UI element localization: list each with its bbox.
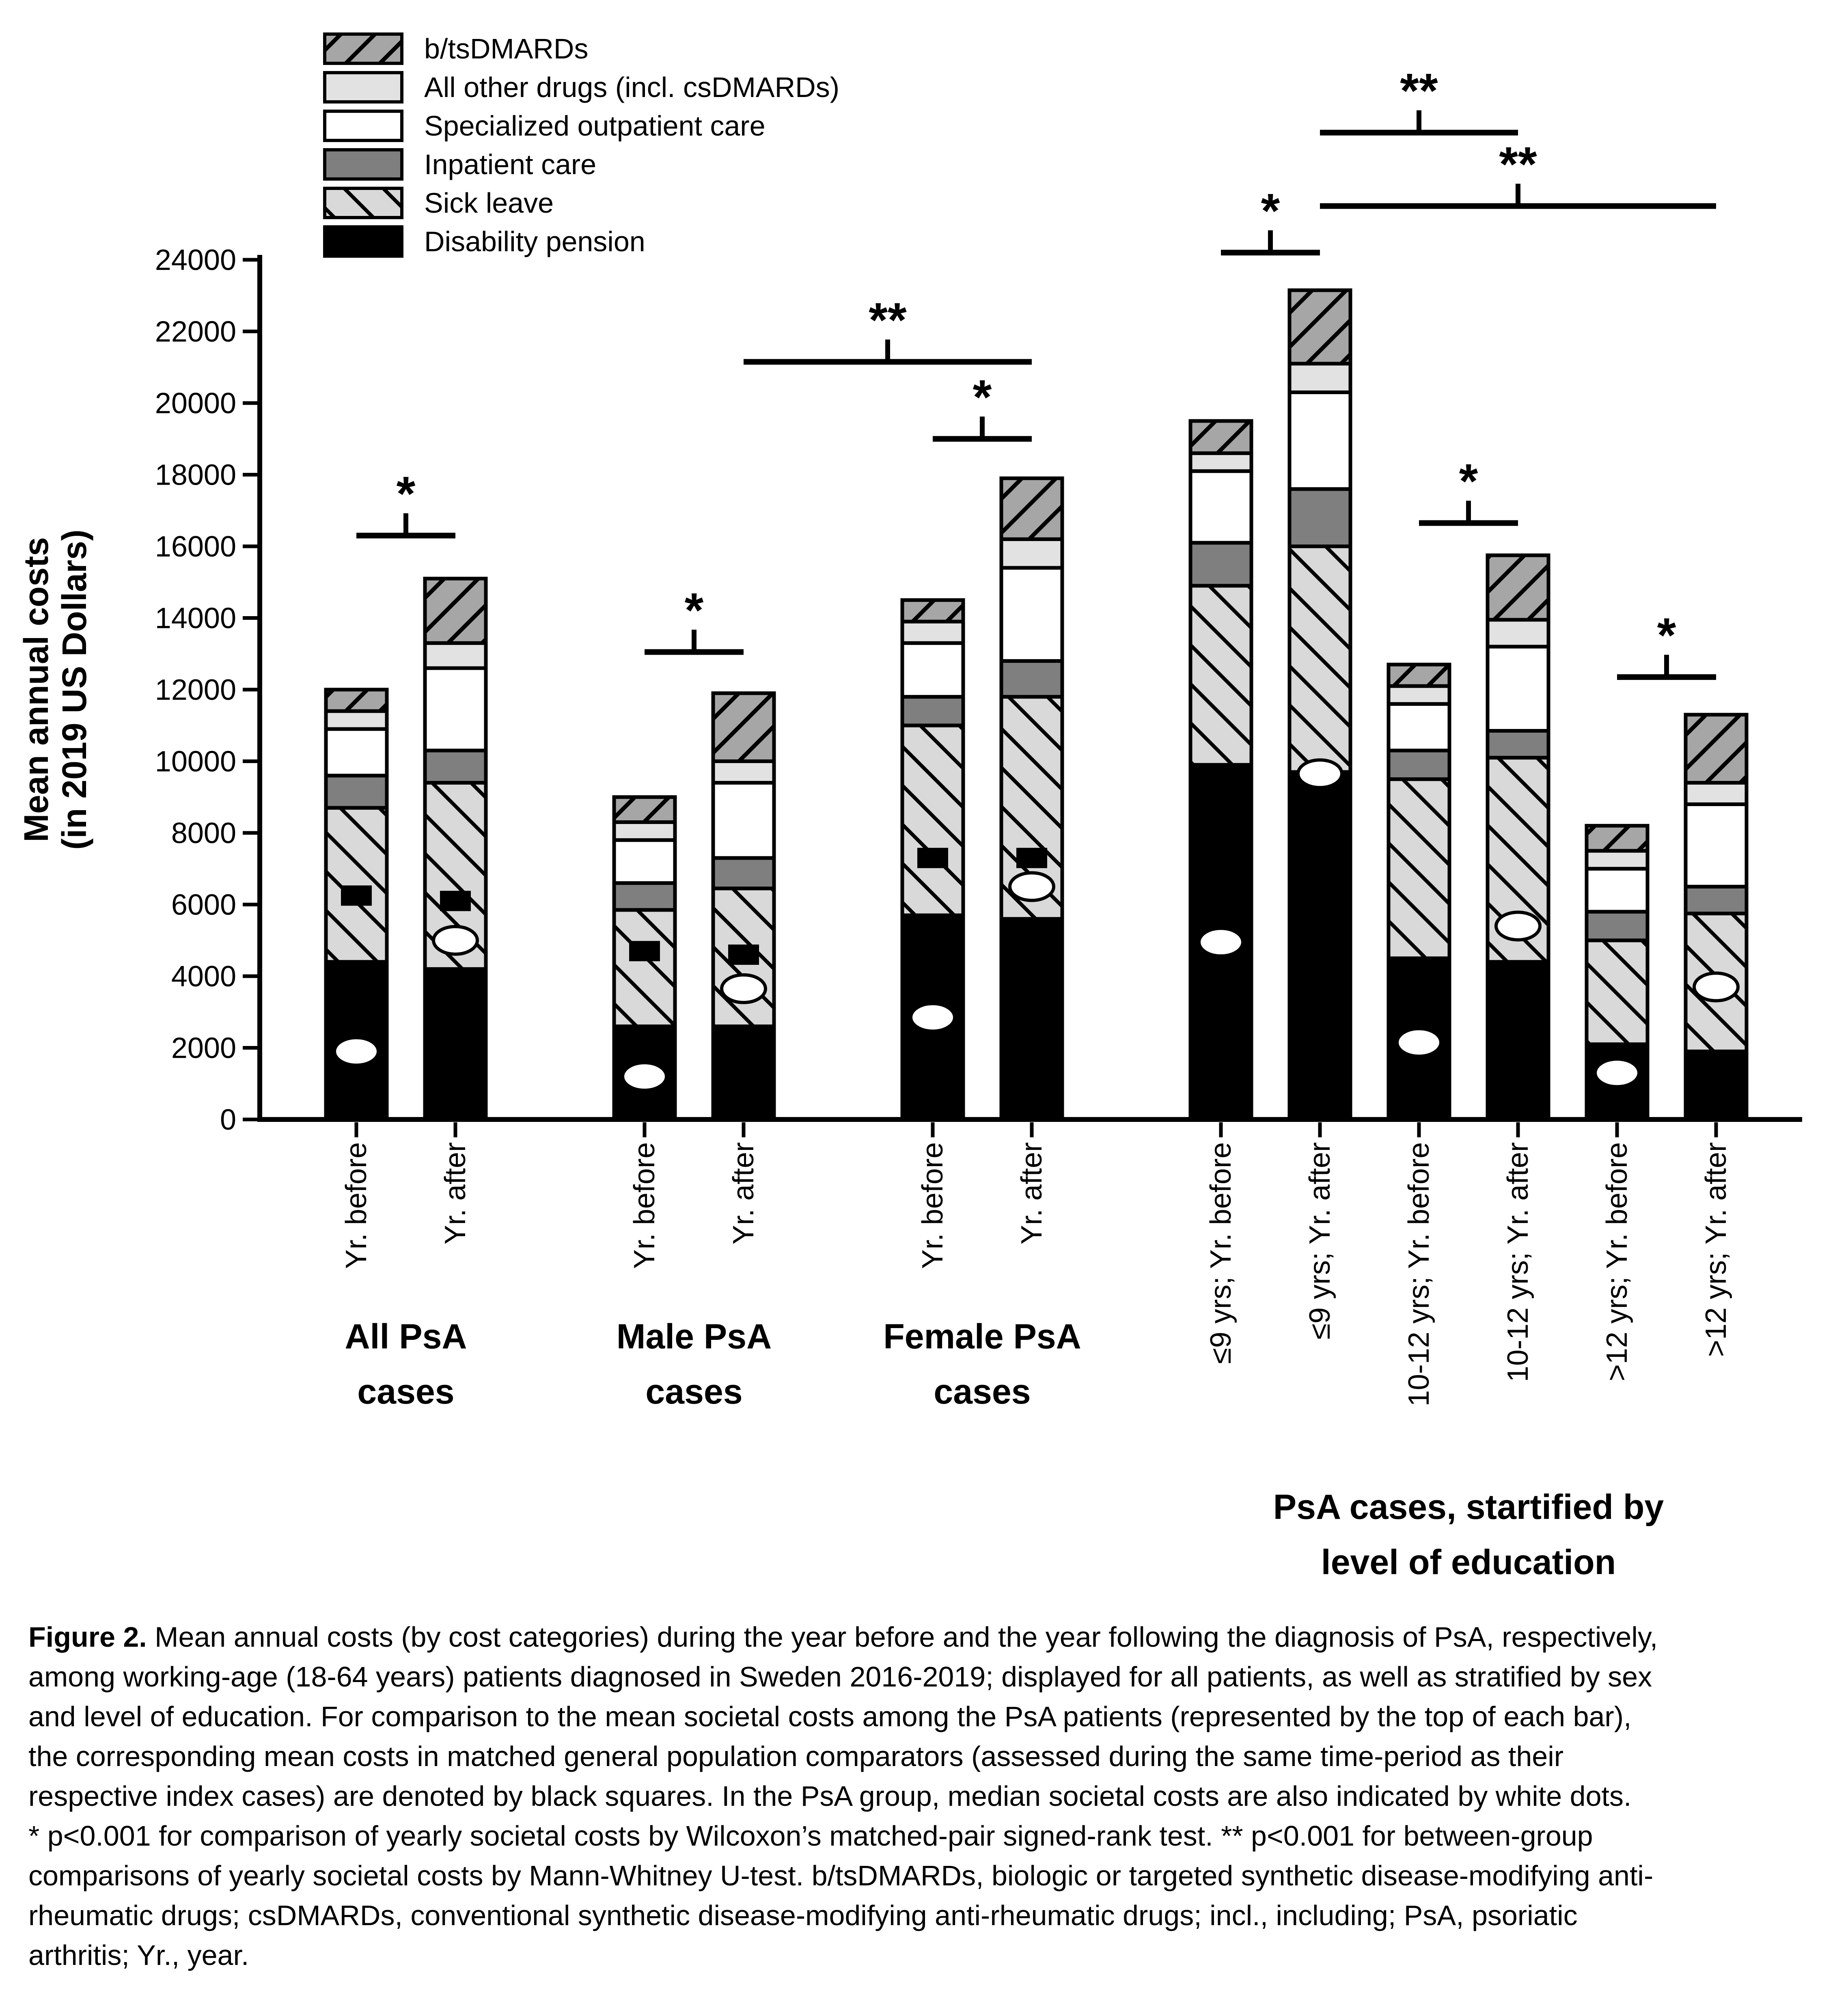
bar-segment-bts_dmards: [326, 690, 387, 711]
bar-segment-sick_leave: [1587, 940, 1647, 1044]
bar: [1587, 826, 1647, 1119]
significance-label: **: [869, 293, 907, 347]
x-tick-label: Yr. after: [439, 1142, 472, 1245]
significance-label: *: [1261, 183, 1280, 238]
bar-segment-specialized_outpatient_care: [713, 783, 774, 858]
bar-segment-all_other_drugs: [1686, 783, 1747, 804]
y-tick-label: 22000: [155, 315, 236, 348]
y-tick-label: 18000: [155, 459, 236, 492]
y-tick-label: 24000: [155, 244, 236, 276]
significance-label: *: [684, 583, 704, 638]
x-tick-label: Yr. before: [628, 1142, 661, 1269]
caption-line: and level of education. For comparison to the mean societal costs among the PsA patients (represented by the top of each bar),: [28, 1701, 1632, 1732]
comparator-mean-square-marker: [728, 945, 759, 965]
legend-label-sick_leave: Sick leave: [424, 187, 554, 219]
median-dot-marker: [1010, 873, 1054, 900]
bar-segment-disability_pension: [1488, 962, 1548, 1119]
bar-segment-sick_leave: [1190, 586, 1251, 765]
legend-swatch-inpatient_care: [325, 150, 402, 179]
comparator-mean-square-marker: [440, 891, 471, 911]
bar-segment-bts_dmards: [1001, 478, 1062, 539]
median-dot-marker: [623, 1063, 666, 1090]
bar-segment-bts_dmards: [1686, 715, 1747, 783]
bar-segment-bts_dmards: [1488, 555, 1548, 620]
caption-line: arthritis; Yr., year.: [28, 1939, 249, 1971]
bar-segment-specialized_outpatient_care: [1389, 704, 1449, 750]
group-label: cases: [357, 1372, 455, 1411]
x-tick-label: ≤9 yrs; Yr. after: [1304, 1142, 1336, 1340]
bar-segment-all_other_drugs: [326, 711, 387, 729]
bar-segment-all_other_drugs: [1587, 851, 1647, 869]
bar-segment-specialized_outpatient_care: [326, 729, 387, 776]
group-label: Male PsA: [616, 1317, 772, 1356]
significance-label: *: [973, 370, 992, 425]
bar-segment-sick_leave: [1290, 546, 1350, 772]
group-label: level of education: [1321, 1543, 1616, 1582]
median-dot-marker: [1298, 760, 1342, 787]
median-dot-marker: [1397, 1029, 1441, 1056]
bar-segment-inpatient_care: [1001, 661, 1062, 697]
group-label: cases: [934, 1372, 1031, 1411]
bar-segment-specialized_outpatient_care: [1001, 568, 1062, 661]
bar-segment-inpatient_care: [326, 776, 387, 808]
bar-segment-specialized_outpatient_care: [902, 643, 963, 697]
y-tick-label: 16000: [155, 531, 236, 563]
y-tick-label: 12000: [155, 674, 236, 706]
x-tick-label: Yr. after: [727, 1142, 760, 1245]
bar-segment-inpatient_care: [1488, 731, 1548, 757]
legend-swatch-sick_leave: [325, 188, 402, 218]
bar-segment-bts_dmards: [713, 693, 774, 761]
bar: [1488, 555, 1548, 1119]
x-tick-label: Yr. after: [1016, 1142, 1048, 1245]
comparator-mean-square-marker: [341, 885, 372, 906]
bar-segment-specialized_outpatient_care: [614, 840, 675, 883]
median-dot-marker: [1694, 973, 1738, 1001]
y-axis-title: Mean annual costs: [17, 537, 55, 842]
y-tick-label: 4000: [171, 960, 236, 993]
legend-label-disability_pension: Disability pension: [424, 226, 645, 257]
bar-segment-disability_pension: [1290, 772, 1350, 1119]
bar-segment-bts_dmards: [1290, 290, 1350, 364]
y-axis-title: (in 2019 US Dollars): [55, 529, 93, 850]
bar-segment-specialized_outpatient_care: [1488, 647, 1548, 731]
y-tick-label: 10000: [155, 745, 236, 778]
bar-segment-specialized_outpatient_care: [1290, 392, 1350, 489]
bar: [1190, 421, 1251, 1119]
bar-segment-bts_dmards: [902, 600, 963, 621]
median-dot-marker: [433, 927, 477, 954]
bar-segment-all_other_drugs: [902, 621, 963, 643]
caption-line: * p<0.001 for comparison of yearly societal costs by Wilcoxon’s matched-pair signed-rank test. ** p<0.001 for between-group: [28, 1820, 1593, 1852]
bar-segment-specialized_outpatient_care: [1587, 869, 1647, 912]
bar: [902, 600, 963, 1119]
bar-segment-disability_pension: [713, 1027, 774, 1119]
group-label: Female PsA: [883, 1317, 1081, 1356]
bar: [614, 797, 675, 1119]
bar-segment-sick_leave: [614, 910, 675, 1027]
comparator-mean-square-marker: [917, 848, 948, 868]
bar-segment-bts_dmards: [1190, 421, 1251, 453]
group-label: All PsA: [345, 1317, 467, 1356]
legend-swatch-bts_dmards: [325, 34, 402, 63]
caption-line-text: Mean annual costs (by cost categories) during the year before and the year following the diagnosis of PsA, respectively,: [147, 1621, 1658, 1653]
legend-swatch-disability_pension: [325, 227, 402, 256]
legend-label-bts_dmards: b/tsDMARDs: [424, 33, 589, 65]
median-dot-marker: [911, 1003, 955, 1031]
bar-segment-specialized_outpatient_care: [1190, 471, 1251, 543]
bar-segment-bts_dmards: [614, 797, 675, 822]
caption-line: among working-age (18-64 years) patients diagnosed in Sweden 2016-2019; displayed for all patients, as well as stratified by sex: [28, 1661, 1652, 1693]
bar: [326, 690, 387, 1119]
significance-label: *: [1459, 454, 1478, 509]
group-label: PsA cases, startified by: [1273, 1488, 1664, 1527]
y-tick-label: 6000: [171, 889, 236, 921]
y-tick-label: 8000: [171, 817, 236, 850]
median-dot-marker: [1595, 1059, 1639, 1087]
legend-swatch-specialized_outpatient_care: [325, 111, 402, 140]
x-tick-label: Yr. before: [916, 1142, 949, 1269]
bar-segment-sick_leave: [902, 725, 963, 915]
bar-segment-inpatient_care: [1389, 750, 1449, 779]
bar-segment-all_other_drugs: [425, 643, 486, 668]
x-tick-label: 10-12 yrs; Yr. before: [1403, 1142, 1435, 1407]
bar-segment-all_other_drugs: [1190, 453, 1251, 471]
bar-segment-inpatient_care: [1290, 489, 1350, 546]
bar-segment-all_other_drugs: [1290, 364, 1350, 392]
y-tick-label: 20000: [155, 387, 236, 420]
bar-segment-all_other_drugs: [1488, 620, 1548, 647]
bar: [1686, 715, 1747, 1119]
bar-segment-disability_pension: [1686, 1051, 1747, 1119]
legend-swatch-all_other_drugs: [325, 73, 402, 102]
legend-label-inpatient_care: Inpatient care: [424, 149, 597, 180]
bar-segment-inpatient_care: [1686, 886, 1747, 913]
caption-line: respective index cases) are denoted by black squares. In the PsA group, median societal costs are also indicated by white dots.: [28, 1780, 1632, 1812]
x-tick-label: Yr. before: [340, 1142, 373, 1269]
bar: [1290, 290, 1350, 1119]
bar: [713, 693, 774, 1119]
y-tick-label: 2000: [171, 1032, 236, 1065]
significance-label: **: [1499, 137, 1537, 192]
x-tick-label: >12 yrs; Yr. before: [1601, 1142, 1633, 1382]
caption-line: comparisons of yearly societal costs by Mann-Whitney U-test. b/tsDMARDs, biologic or targeted synthetic disease-modifying anti-: [28, 1860, 1654, 1891]
y-tick-label: 14000: [155, 602, 236, 635]
figure-caption: [28, 1617, 1831, 1975]
bar-segment-inpatient_care: [425, 750, 486, 783]
median-dot-marker: [334, 1037, 378, 1065]
median-dot-marker: [1199, 928, 1243, 956]
legend-label-all_other_drugs: All other drugs (incl. csDMARDs): [424, 71, 839, 103]
comparator-mean-square-marker: [1016, 848, 1047, 868]
y-tick-label: 0: [220, 1104, 236, 1136]
bar-segment-sick_leave: [1389, 779, 1449, 958]
median-dot-marker: [722, 975, 766, 1003]
bar-segment-inpatient_care: [1587, 912, 1647, 940]
bar: [425, 578, 486, 1119]
bar: [1001, 478, 1062, 1119]
bar-segment-inpatient_care: [1190, 543, 1251, 586]
group-label: cases: [645, 1372, 743, 1411]
bar-segment-specialized_outpatient_care: [425, 668, 486, 750]
bar-segment-all_other_drugs: [713, 761, 774, 783]
bar-segment-inpatient_care: [713, 858, 774, 889]
bar-segment-sick_leave: [326, 808, 387, 962]
comparator-mean-square-marker: [629, 941, 660, 961]
bar-segment-disability_pension: [1001, 919, 1062, 1119]
x-tick-label: 10-12 yrs; Yr. after: [1502, 1142, 1534, 1382]
caption-figure-label: Figure 2.: [28, 1621, 147, 1653]
significance-label: **: [1400, 63, 1438, 118]
median-dot-marker: [1496, 912, 1540, 940]
bar-segment-all_other_drugs: [1389, 686, 1449, 704]
significance-label: *: [1657, 608, 1676, 663]
bar-segment-bts_dmards: [1389, 664, 1449, 686]
bar-segment-disability_pension: [425, 969, 486, 1119]
significance-label: *: [396, 466, 416, 521]
bar-segment-bts_dmards: [1587, 826, 1647, 851]
caption-line: [28, 1617, 1831, 1657]
bar-segment-bts_dmards: [425, 578, 486, 643]
bar-segment-specialized_outpatient_care: [1686, 804, 1747, 886]
x-tick-label: ≤9 yrs; Yr. before: [1205, 1142, 1237, 1364]
caption-line: the corresponding mean costs in matched general population comparators (assessed during the same time-period as their: [28, 1740, 1564, 1772]
caption-line: rheumatic drugs; csDMARDs, conventional synthetic disease-modifying anti-rheumatic drugs; incl., including; PsA, psoriatic: [28, 1900, 1578, 1931]
bar: [1389, 664, 1449, 1119]
bar-segment-all_other_drugs: [614, 822, 675, 840]
bar-segment-all_other_drugs: [1001, 539, 1062, 568]
bar-segment-inpatient_care: [614, 883, 675, 910]
x-tick-label: >12 yrs; Yr. after: [1700, 1142, 1732, 1357]
legend-label-specialized_outpatient_care: Specialized outpatient care: [424, 110, 766, 142]
bar-segment-inpatient_care: [902, 697, 963, 726]
